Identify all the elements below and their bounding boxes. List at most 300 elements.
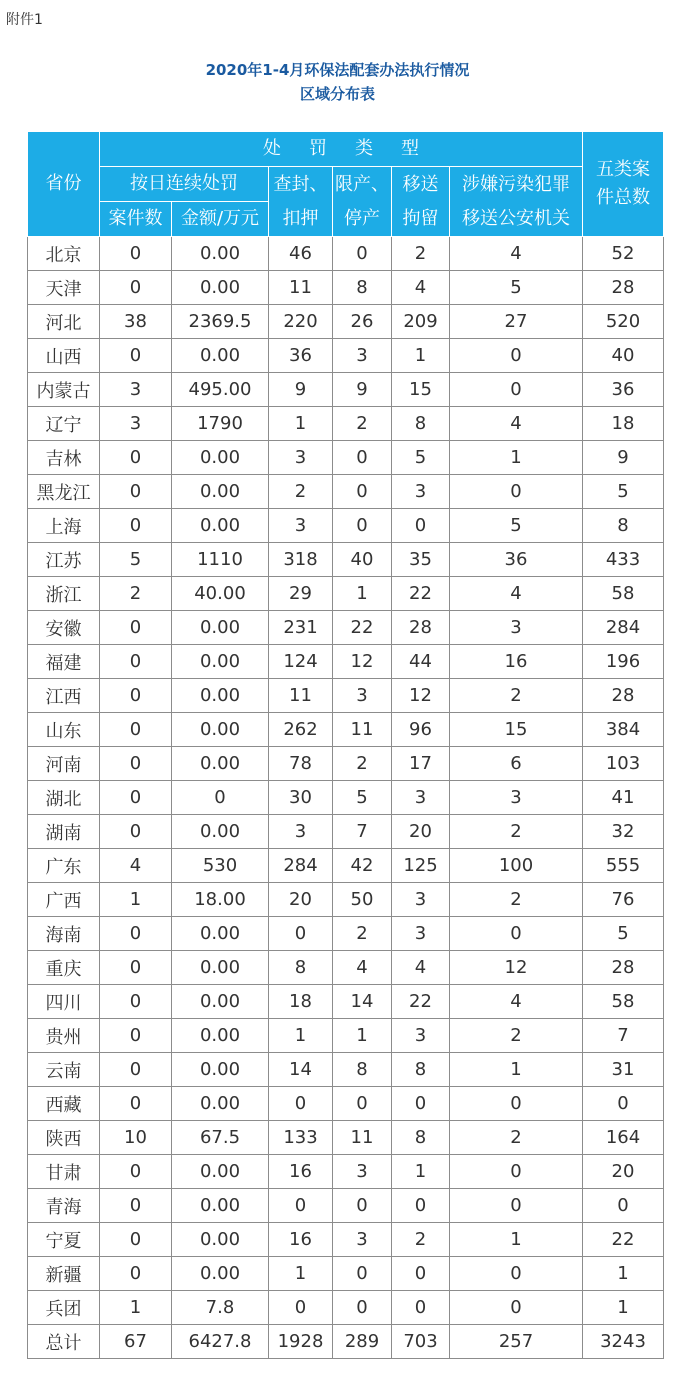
province-cell: 辽宁 (28, 407, 100, 441)
amount-cell: 0.00 (172, 679, 269, 713)
limit-cell: 11 (333, 1121, 392, 1155)
amount-cell: 0.00 (172, 1223, 269, 1257)
case-count-cell: 0 (100, 1019, 172, 1053)
limit-cell: 12 (333, 645, 392, 679)
total-cell: 18 (583, 407, 664, 441)
limit-cell: 2 (333, 917, 392, 951)
total-cell: 164 (583, 1121, 664, 1155)
table-row (28, 1189, 664, 1223)
total-cell: 103 (583, 747, 664, 781)
seal-cell: 0 (269, 917, 333, 951)
seal-cell: 262 (269, 713, 333, 747)
detain-cell: 4 (392, 271, 450, 305)
table-row (28, 781, 664, 815)
total-cell: 28 (583, 679, 664, 713)
crime-cell: 12 (450, 951, 583, 985)
total-cell: 20 (583, 1155, 664, 1189)
limit-cell: 1 (333, 1019, 392, 1053)
amount-cell: 0.00 (172, 747, 269, 781)
case-count-cell: 67 (100, 1325, 172, 1359)
table-row (28, 1291, 664, 1325)
crime-cell: 2 (450, 883, 583, 917)
table-row (28, 577, 664, 611)
crime-cell: 16 (450, 645, 583, 679)
province-cell: 云南 (28, 1053, 100, 1087)
seal-cell: 318 (269, 543, 333, 577)
amount-cell: 2369.5 (172, 305, 269, 339)
total-cell: 0 (583, 1087, 664, 1121)
amount-cell: 6427.8 (172, 1325, 269, 1359)
crime-cell: 0 (450, 917, 583, 951)
header-detain-line2: 拘留 (402, 207, 439, 229)
amount-cell: 0.00 (172, 509, 269, 543)
table-row (28, 1087, 664, 1121)
total-cell: 76 (583, 883, 664, 917)
case-count-cell: 0 (100, 339, 172, 373)
crime-cell: 2 (450, 1019, 583, 1053)
header-case-count: 案件数 (100, 202, 172, 237)
limit-cell: 2 (333, 747, 392, 781)
limit-cell: 3 (333, 1223, 392, 1257)
detain-cell: 3 (392, 475, 450, 509)
seal-cell: 284 (269, 849, 333, 883)
seal-cell: 0 (269, 1291, 333, 1325)
total-cell: 555 (583, 849, 664, 883)
table-row (28, 407, 664, 441)
total-cell: 31 (583, 1053, 664, 1087)
limit-cell: 0 (333, 1189, 392, 1223)
detain-cell: 3 (392, 781, 450, 815)
header-seal-line1: 查封、 (273, 173, 328, 195)
detain-cell: 8 (392, 407, 450, 441)
limit-cell: 4 (333, 951, 392, 985)
province-cell: 四川 (28, 985, 100, 1019)
total-cell: 284 (583, 611, 664, 645)
total-cell: 32 (583, 815, 664, 849)
table-row (28, 985, 664, 1019)
total-cell: 28 (583, 951, 664, 985)
total-cell: 196 (583, 645, 664, 679)
crime-cell: 2 (450, 815, 583, 849)
detain-cell: 17 (392, 747, 450, 781)
limit-cell: 0 (333, 237, 392, 271)
header-detain (392, 167, 450, 237)
seal-cell: 3 (269, 815, 333, 849)
province-cell: 江西 (28, 679, 100, 713)
crime-cell: 36 (450, 543, 583, 577)
seal-cell: 1928 (269, 1325, 333, 1359)
table-row (28, 1019, 664, 1053)
table-row (28, 679, 664, 713)
header-province: 省份 (28, 132, 100, 237)
amount-cell: 0.00 (172, 271, 269, 305)
seal-cell: 20 (269, 883, 333, 917)
header-crime-line2: 移送公安机关 (462, 207, 570, 229)
total-cell: 41 (583, 781, 664, 815)
province-cell: 天津 (28, 271, 100, 305)
crime-cell: 15 (450, 713, 583, 747)
limit-cell: 0 (333, 441, 392, 475)
seal-cell: 16 (269, 1155, 333, 1189)
seal-cell: 8 (269, 951, 333, 985)
province-cell: 江苏 (28, 543, 100, 577)
seal-cell: 30 (269, 781, 333, 815)
case-count-cell: 0 (100, 747, 172, 781)
table-row (28, 713, 664, 747)
province-cell: 山东 (28, 713, 100, 747)
seal-cell: 133 (269, 1121, 333, 1155)
limit-cell: 22 (333, 611, 392, 645)
province-cell: 广西 (28, 883, 100, 917)
seal-cell: 231 (269, 611, 333, 645)
case-count-cell: 0 (100, 713, 172, 747)
case-count-cell: 0 (100, 951, 172, 985)
total-cell: 433 (583, 543, 664, 577)
detain-cell: 96 (392, 713, 450, 747)
amount-cell: 0.00 (172, 237, 269, 271)
province-cell: 海南 (28, 917, 100, 951)
crime-cell: 0 (450, 1087, 583, 1121)
header-limit-line2: 停产 (344, 207, 380, 229)
detain-cell: 0 (392, 1291, 450, 1325)
detain-cell: 2 (392, 237, 450, 271)
case-count-cell: 0 (100, 781, 172, 815)
table-row (28, 373, 664, 407)
header-total (583, 132, 664, 237)
detain-cell: 2 (392, 1223, 450, 1257)
crime-cell: 3 (450, 611, 583, 645)
detain-cell: 1 (392, 339, 450, 373)
table-row (28, 543, 664, 577)
seal-cell: 36 (269, 339, 333, 373)
limit-cell: 0 (333, 1257, 392, 1291)
seal-cell: 1 (269, 1257, 333, 1291)
amount-cell: 1790 (172, 407, 269, 441)
total-cell: 9 (583, 441, 664, 475)
crime-cell: 0 (450, 339, 583, 373)
province-cell: 湖南 (28, 815, 100, 849)
total-cell: 3243 (583, 1325, 664, 1359)
detain-cell: 0 (392, 1257, 450, 1291)
detain-cell: 20 (392, 815, 450, 849)
amount-cell: 0.00 (172, 815, 269, 849)
limit-cell: 9 (333, 373, 392, 407)
amount-cell: 0.00 (172, 1019, 269, 1053)
seal-cell: 46 (269, 237, 333, 271)
table-row (28, 1223, 664, 1257)
total-cell: 384 (583, 713, 664, 747)
case-count-cell: 0 (100, 815, 172, 849)
amount-cell: 0.00 (172, 1053, 269, 1087)
detain-cell: 44 (392, 645, 450, 679)
table-row (28, 509, 664, 543)
limit-cell: 5 (333, 781, 392, 815)
header-total-line2: 件总数 (596, 187, 650, 208)
amount-cell: 495.00 (172, 373, 269, 407)
table-row (28, 441, 664, 475)
detain-cell: 125 (392, 849, 450, 883)
limit-cell: 40 (333, 543, 392, 577)
seal-cell: 220 (269, 305, 333, 339)
detain-cell: 22 (392, 985, 450, 1019)
table-row (28, 849, 664, 883)
detain-cell: 28 (392, 611, 450, 645)
crime-cell: 257 (450, 1325, 583, 1359)
limit-cell: 14 (333, 985, 392, 1019)
crime-cell: 2 (450, 1121, 583, 1155)
seal-cell: 78 (269, 747, 333, 781)
detain-cell: 8 (392, 1053, 450, 1087)
amount-cell: 0.00 (172, 441, 269, 475)
seal-cell: 0 (269, 1087, 333, 1121)
amount-cell: 0.00 (172, 713, 269, 747)
case-count-cell: 3 (100, 407, 172, 441)
limit-cell: 0 (333, 509, 392, 543)
province-cell: 上海 (28, 509, 100, 543)
detain-cell: 15 (392, 373, 450, 407)
case-count-cell: 0 (100, 237, 172, 271)
province-cell: 兵团 (28, 1291, 100, 1325)
detain-cell: 1 (392, 1155, 450, 1189)
header-amount: 金额/万元 (172, 202, 269, 237)
province-cell: 总计 (28, 1325, 100, 1359)
case-count-cell: 0 (100, 475, 172, 509)
detain-cell: 8 (392, 1121, 450, 1155)
seal-cell: 14 (269, 1053, 333, 1087)
table-row (28, 883, 664, 917)
province-cell: 青海 (28, 1189, 100, 1223)
table-row (28, 1155, 664, 1189)
limit-cell: 50 (333, 883, 392, 917)
total-cell: 58 (583, 577, 664, 611)
total-cell: 520 (583, 305, 664, 339)
region-distribution-table (27, 131, 664, 1359)
case-count-cell: 0 (100, 679, 172, 713)
seal-cell: 18 (269, 985, 333, 1019)
case-count-cell: 1 (100, 1291, 172, 1325)
limit-cell: 3 (333, 1155, 392, 1189)
header-seal (269, 167, 333, 237)
case-count-cell: 4 (100, 849, 172, 883)
province-cell: 甘肃 (28, 1155, 100, 1189)
case-count-cell: 0 (100, 985, 172, 1019)
crime-cell: 4 (450, 407, 583, 441)
case-count-cell: 5 (100, 543, 172, 577)
limit-cell: 289 (333, 1325, 392, 1359)
crime-cell: 1 (450, 441, 583, 475)
seal-cell: 3 (269, 509, 333, 543)
crime-cell: 0 (450, 1189, 583, 1223)
province-cell: 重庆 (28, 951, 100, 985)
amount-cell: 0.00 (172, 917, 269, 951)
seal-cell: 3 (269, 441, 333, 475)
case-count-cell: 0 (100, 1155, 172, 1189)
crime-cell: 27 (450, 305, 583, 339)
amount-cell: 0.00 (172, 985, 269, 1019)
total-cell: 5 (583, 917, 664, 951)
amount-cell: 0.00 (172, 611, 269, 645)
table-row (28, 1325, 664, 1359)
amount-cell: 0.00 (172, 645, 269, 679)
province-cell: 黑龙江 (28, 475, 100, 509)
amount-cell: 7.8 (172, 1291, 269, 1325)
amount-cell: 0.00 (172, 1087, 269, 1121)
limit-cell: 3 (333, 339, 392, 373)
table-row (28, 611, 664, 645)
crime-cell: 6 (450, 747, 583, 781)
limit-cell: 7 (333, 815, 392, 849)
province-cell: 河南 (28, 747, 100, 781)
total-cell: 1 (583, 1257, 664, 1291)
limit-cell: 26 (333, 305, 392, 339)
province-cell: 吉林 (28, 441, 100, 475)
crime-cell: 0 (450, 475, 583, 509)
crime-cell: 4 (450, 237, 583, 271)
amount-cell: 0.00 (172, 1257, 269, 1291)
amount-cell: 1110 (172, 543, 269, 577)
seal-cell: 11 (269, 271, 333, 305)
amount-cell: 0.00 (172, 1189, 269, 1223)
limit-cell: 11 (333, 713, 392, 747)
amount-cell: 18.00 (172, 883, 269, 917)
crime-cell: 4 (450, 985, 583, 1019)
total-cell: 8 (583, 509, 664, 543)
crime-cell: 0 (450, 1291, 583, 1325)
limit-cell: 0 (333, 475, 392, 509)
province-cell: 安徽 (28, 611, 100, 645)
header-penalty-type: 处罚类型 (100, 132, 583, 167)
crime-cell: 3 (450, 781, 583, 815)
case-count-cell: 0 (100, 509, 172, 543)
province-cell: 新疆 (28, 1257, 100, 1291)
crime-cell: 1 (450, 1223, 583, 1257)
case-count-cell: 0 (100, 611, 172, 645)
detain-cell: 12 (392, 679, 450, 713)
table-row (28, 747, 664, 781)
case-count-cell: 0 (100, 441, 172, 475)
crime-cell: 2 (450, 679, 583, 713)
limit-cell: 8 (333, 1053, 392, 1087)
attachment-label: 附件1 (6, 12, 43, 28)
page-title: 2020年1-4月环保法配套办法执行情况 (205, 61, 470, 79)
province-cell: 北京 (28, 237, 100, 271)
crime-cell: 100 (450, 849, 583, 883)
detain-cell: 4 (392, 951, 450, 985)
total-cell: 5 (583, 475, 664, 509)
case-count-cell: 1 (100, 883, 172, 917)
header-crime-line1: 涉嫌污染犯罪 (462, 173, 570, 195)
case-count-cell: 0 (100, 1087, 172, 1121)
limit-cell: 42 (333, 849, 392, 883)
total-cell: 28 (583, 271, 664, 305)
seal-cell: 124 (269, 645, 333, 679)
detain-cell: 22 (392, 577, 450, 611)
detain-cell: 0 (392, 1087, 450, 1121)
crime-cell: 1 (450, 1053, 583, 1087)
table-row (28, 1053, 664, 1087)
amount-cell: 0.00 (172, 339, 269, 373)
table-row (28, 237, 664, 271)
header-seal-line2: 扣押 (282, 207, 319, 229)
amount-cell: 67.5 (172, 1121, 269, 1155)
case-count-cell: 2 (100, 577, 172, 611)
province-cell: 浙江 (28, 577, 100, 611)
seal-cell: 1 (269, 407, 333, 441)
limit-cell: 2 (333, 407, 392, 441)
detain-cell: 3 (392, 917, 450, 951)
crime-cell: 0 (450, 1257, 583, 1291)
page-subtitle: 区域分布表 (299, 85, 375, 103)
table-row (28, 339, 664, 373)
case-count-cell: 10 (100, 1121, 172, 1155)
detain-cell: 0 (392, 1189, 450, 1223)
total-cell: 36 (583, 373, 664, 407)
province-cell: 宁夏 (28, 1223, 100, 1257)
case-count-cell: 0 (100, 1053, 172, 1087)
header-limit-line1: 限产、 (335, 173, 389, 195)
limit-cell: 0 (333, 1087, 392, 1121)
crime-cell: 5 (450, 271, 583, 305)
detain-cell: 3 (392, 883, 450, 917)
seal-cell: 11 (269, 679, 333, 713)
crime-cell: 5 (450, 509, 583, 543)
province-cell: 湖北 (28, 781, 100, 815)
seal-cell: 2 (269, 475, 333, 509)
detain-cell: 35 (392, 543, 450, 577)
total-cell: 52 (583, 237, 664, 271)
table-row (28, 305, 664, 339)
province-cell: 河北 (28, 305, 100, 339)
province-cell: 福建 (28, 645, 100, 679)
case-count-cell: 0 (100, 1223, 172, 1257)
case-count-cell: 3 (100, 373, 172, 407)
table-row (28, 645, 664, 679)
case-count-cell: 0 (100, 645, 172, 679)
detain-cell: 3 (392, 1019, 450, 1053)
table-row (28, 815, 664, 849)
crime-cell: 4 (450, 577, 583, 611)
detain-cell: 209 (392, 305, 450, 339)
seal-cell: 9 (269, 373, 333, 407)
case-count-cell: 0 (100, 271, 172, 305)
province-cell: 西藏 (28, 1087, 100, 1121)
case-count-cell: 38 (100, 305, 172, 339)
crime-cell: 0 (450, 1155, 583, 1189)
amount-cell: 0.00 (172, 951, 269, 985)
province-cell: 内蒙古 (28, 373, 100, 407)
header-daily-penalty: 按日连续处罚 (100, 167, 269, 202)
amount-cell: 0.00 (172, 475, 269, 509)
province-cell: 贵州 (28, 1019, 100, 1053)
total-cell: 40 (583, 339, 664, 373)
amount-cell: 40.00 (172, 577, 269, 611)
header-crime (450, 167, 583, 237)
table-row (28, 1121, 664, 1155)
total-cell: 7 (583, 1019, 664, 1053)
crime-cell: 0 (450, 373, 583, 407)
province-cell: 陕西 (28, 1121, 100, 1155)
total-cell: 1 (583, 1291, 664, 1325)
province-cell: 广东 (28, 849, 100, 883)
limit-cell: 1 (333, 577, 392, 611)
amount-cell: 530 (172, 849, 269, 883)
header-total-line1: 五类案 (596, 159, 650, 180)
seal-cell: 16 (269, 1223, 333, 1257)
table-row (28, 475, 664, 509)
seal-cell: 29 (269, 577, 333, 611)
header-limit (333, 167, 392, 237)
case-count-cell: 0 (100, 1257, 172, 1291)
